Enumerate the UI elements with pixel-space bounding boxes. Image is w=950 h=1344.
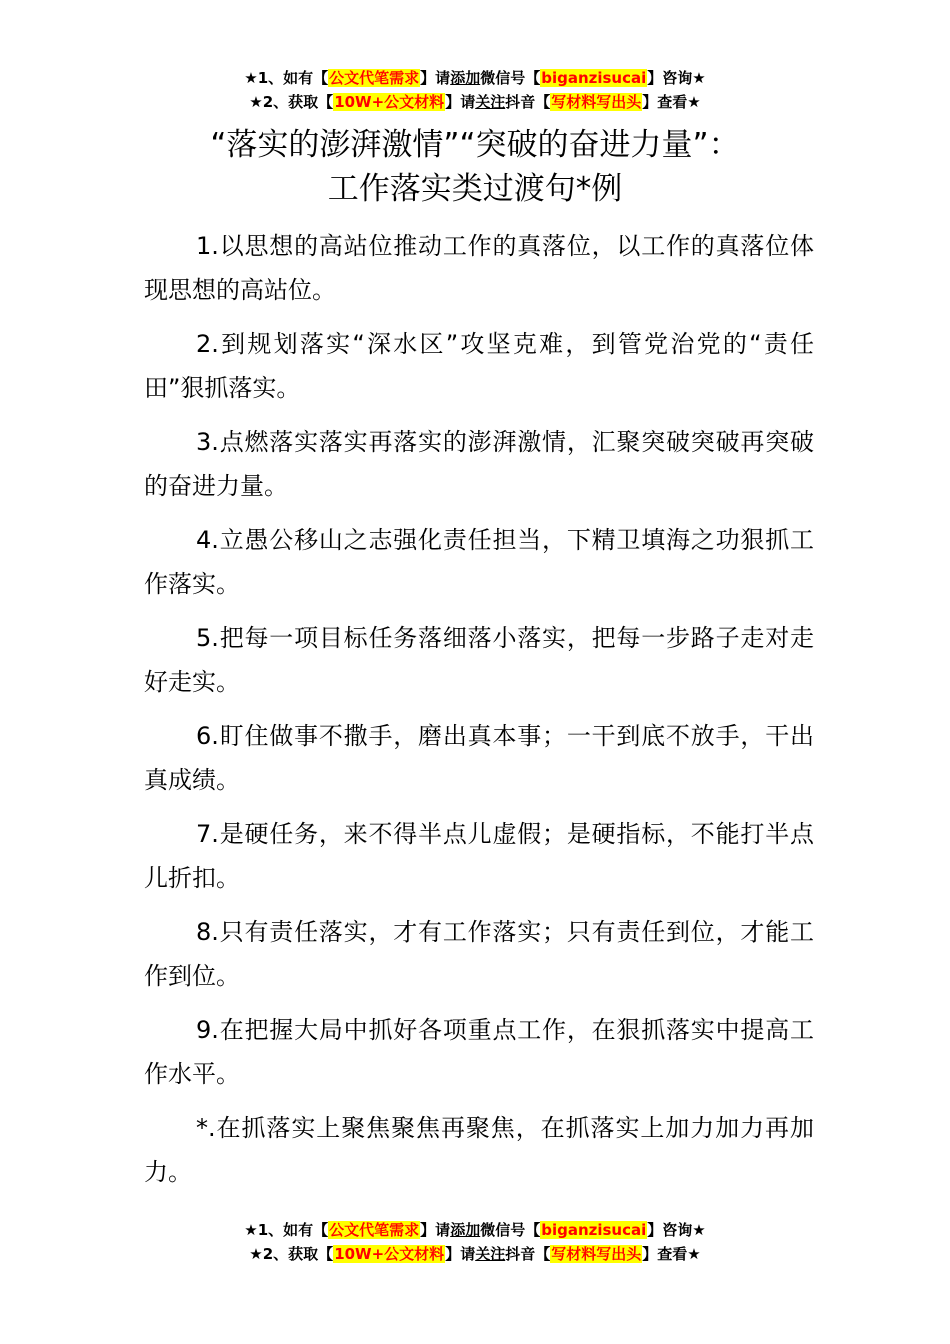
promo-text: ★1、如有【 [244, 1221, 329, 1239]
promo-highlight-wechat: biganzisucai [541, 69, 647, 87]
list-item: *.在抓落实上聚焦聚焦再聚焦，在抓落实上加力加力再加力。 [144, 1114, 814, 1186]
promo-line-1 [0, 1218, 950, 1242]
document-title-line-1: “落实的澎湃激情”“突破的奋进力量”： [210, 127, 740, 163]
promo-line-2 [0, 90, 950, 114]
promo-text: 微信号【 [480, 1221, 541, 1239]
list-item: 7.是硬任务，来不得半点儿虚假；是硬指标，不能打半点儿折扣。 [144, 820, 814, 892]
promo-underline: 添加 [450, 1221, 481, 1239]
list-item: 5.把每一项目标任务落细落小落实，把每一步路子走对走好走实。 [144, 624, 814, 696]
list-item: 1.以思想的高站位推动工作的真落位，以工作的真落位体现思想的高站位。 [144, 232, 814, 304]
promo-highlight: 10W+公文材料 [334, 93, 445, 111]
promo-underline: 关注 [475, 1245, 506, 1263]
document-body [144, 224, 814, 1204]
promo-highlight: 10W+公文材料 [334, 1245, 445, 1263]
list-item: 9.在把握大局中抓好各项重点工作，在狠抓落实中提高工作水平。 [144, 1016, 814, 1088]
promo-line-1 [0, 66, 950, 90]
promo-header [0, 66, 950, 114]
promo-text: 】请 [445, 1245, 476, 1263]
promo-text: ★1、如有【 [244, 69, 329, 87]
promo-line-2 [0, 1242, 950, 1266]
promo-text: ★2、获取【 [249, 93, 334, 111]
promo-underline: 关注 [475, 93, 506, 111]
list-item: 4.立愚公移山之志强化责任担当，下精卫填海之功狠抓工作落实。 [144, 526, 814, 598]
promo-text: 】请 [445, 93, 476, 111]
document-title-line-2: 工作落实类过渡句*例 [327, 171, 623, 207]
promo-highlight: 公文代笔需求 [329, 1221, 420, 1239]
promo-highlight-douyin: 写材料写出头 [551, 1245, 642, 1263]
promo-underline: 添加 [450, 69, 481, 87]
list-item: 6.盯住做事不撒手，磨出真本事；一干到底不放手，干出真成绩。 [144, 722, 814, 794]
promo-text: 抖音【 [505, 1245, 551, 1263]
list-item: 2.到规划落实“深水区”攻坚克难，到管党治党的“责任田”狠抓落实。 [144, 330, 814, 402]
promo-text: 】请 [420, 1221, 451, 1239]
list-item: 3.点燃落实落实再落实的澎湃激情，汇聚突破突破再突破的奋进力量。 [144, 428, 814, 500]
promo-highlight-douyin: 写材料写出头 [551, 93, 642, 111]
promo-text: 微信号【 [480, 69, 541, 87]
promo-text: 】查看★ [642, 1245, 701, 1263]
promo-highlight-wechat: biganzisucai [541, 1221, 647, 1239]
promo-footer [0, 1218, 950, 1266]
promo-text: 】查看★ [642, 93, 701, 111]
promo-text: 】咨询★ [647, 1221, 706, 1239]
promo-highlight: 公文代笔需求 [329, 69, 420, 87]
promo-text: ★2、获取【 [249, 1245, 334, 1263]
promo-text: 】咨询★ [647, 69, 706, 87]
promo-text: 】请 [420, 69, 451, 87]
list-item: 8.只有责任落实，才有工作落实；只有责任到位，才能工作到位。 [144, 918, 814, 990]
promo-text: 抖音【 [505, 93, 551, 111]
